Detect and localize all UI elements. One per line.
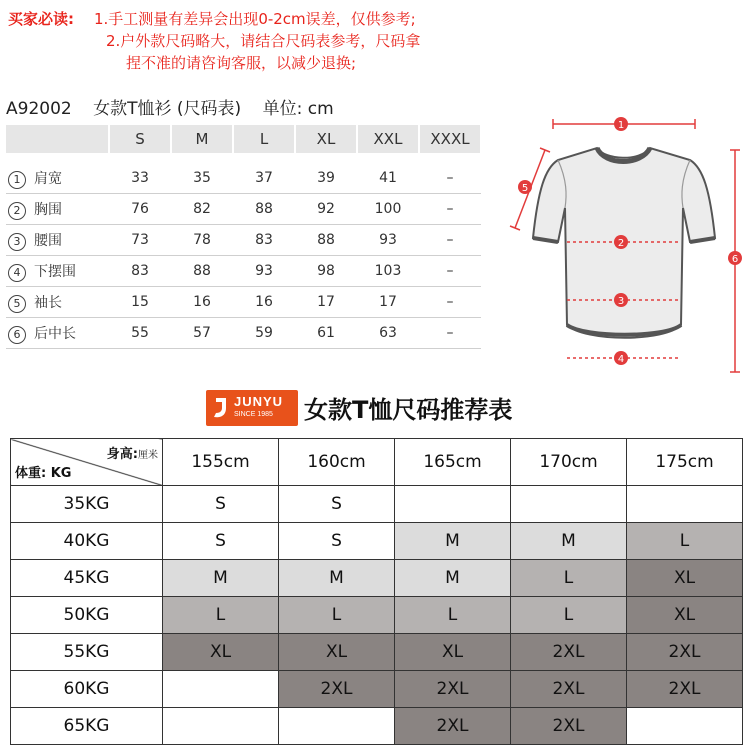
measurement-value: 88: [233, 194, 295, 225]
measurement-name: 袖长: [34, 294, 62, 311]
measurement-value: 63: [357, 318, 419, 349]
weight-cell: 40KG: [11, 523, 163, 560]
number-circle: 3: [8, 233, 26, 251]
size-header-row: [6, 125, 481, 153]
size-cell: S: [163, 486, 279, 523]
measurement-value: 88: [171, 256, 233, 287]
notice-line-1: 1.手工测量有差异会出现0-2cm误差，仅供参考;: [94, 10, 416, 28]
measurement-value: 33: [109, 163, 171, 194]
measurement-value: 82: [171, 194, 233, 225]
number-circle: 6: [8, 326, 26, 344]
size-cell: L: [511, 560, 627, 597]
recommend-title: 女款T恤尺码推荐表: [304, 396, 513, 424]
measurement-value: 59: [233, 318, 295, 349]
weight-cell: 35KG: [11, 486, 163, 523]
weight-row: [11, 597, 743, 634]
size-cell: XL: [627, 597, 743, 634]
size-cell: 2XL: [511, 708, 627, 745]
weight-cell: 55KG: [11, 634, 163, 671]
notice-label: 买家必读:: [8, 10, 74, 28]
measurement-value: –: [419, 194, 481, 225]
weight-row: [11, 671, 743, 708]
measurement-value: 55: [109, 318, 171, 349]
weight-row: [11, 523, 743, 560]
height-header: 170cm: [511, 439, 627, 486]
size-header-blank: [6, 125, 109, 153]
size-cell: M: [279, 560, 395, 597]
weight-row: [11, 486, 743, 523]
marker-6: 6: [731, 254, 739, 265]
height-header: 160cm: [279, 439, 395, 486]
measurement-value: –: [419, 318, 481, 349]
measurement-value: 17: [357, 287, 419, 318]
measurement-value: 16: [171, 287, 233, 318]
measurement-value: –: [419, 225, 481, 256]
measurement-value: 73: [109, 225, 171, 256]
size-cell: XL: [279, 634, 395, 671]
size-cell: [627, 486, 743, 523]
measurement-row: [6, 287, 481, 318]
measurement-name: 肩宽: [34, 170, 62, 187]
size-cell: L: [395, 597, 511, 634]
tshirt-diagram: [505, 110, 750, 380]
unit-label: 单位: cm: [262, 99, 334, 119]
measurement-value: 100: [357, 194, 419, 225]
number-circle: 4: [8, 264, 26, 282]
size-table: [6, 125, 482, 349]
measurement-name: 后中长: [34, 325, 76, 342]
model-number: A92002: [6, 99, 72, 119]
height-label: 身高:厘米: [106, 447, 158, 462]
size-cell: S: [279, 523, 395, 560]
marker-1: 1: [617, 120, 625, 131]
size-chart-name: 女款T恤衫 (尺码表): [93, 99, 242, 119]
size-chart-title: [6, 94, 350, 119]
size-cell: [279, 708, 395, 745]
measurement-value: 39: [295, 163, 357, 194]
measurement-name: 胸围: [34, 201, 62, 218]
measurement-value: –: [419, 287, 481, 318]
weight-label: 体重: KG: [15, 466, 72, 481]
measurement-row: [6, 318, 481, 349]
weight-row: [11, 634, 743, 671]
recommend-table: [10, 438, 743, 745]
measurement-name: 腰围: [34, 232, 62, 249]
weight-cell: 45KG: [11, 560, 163, 597]
size-header: L: [233, 125, 295, 153]
measurement-value: 78: [171, 225, 233, 256]
size-cell: S: [163, 523, 279, 560]
size-header: M: [171, 125, 233, 153]
measurement-value: 93: [357, 225, 419, 256]
measurement-value: 41: [357, 163, 419, 194]
size-cell: M: [511, 523, 627, 560]
size-header: XXL: [357, 125, 419, 153]
measurement-row: [6, 163, 481, 194]
measurement-value: 17: [295, 287, 357, 318]
size-header: XL: [295, 125, 357, 153]
measurement-value: 93: [233, 256, 295, 287]
measurement-value: 76: [109, 194, 171, 225]
size-cell: L: [511, 597, 627, 634]
size-cell: [511, 486, 627, 523]
size-header: XXXL: [419, 125, 481, 153]
size-cell: M: [395, 560, 511, 597]
size-cell: [627, 708, 743, 745]
measurement-value: 88: [295, 225, 357, 256]
measurement-value: 83: [233, 225, 295, 256]
number-circle: 5: [8, 295, 26, 313]
measurement-value: 103: [357, 256, 419, 287]
size-cell: 2XL: [627, 671, 743, 708]
measurement-value: 98: [295, 256, 357, 287]
size-cell: M: [163, 560, 279, 597]
size-cell: 2XL: [395, 708, 511, 745]
marker-2: 2: [617, 238, 625, 249]
marker-3: 3: [617, 296, 625, 307]
table-corner: [11, 439, 163, 486]
measurement-value: –: [419, 256, 481, 287]
height-header: 175cm: [627, 439, 743, 486]
size-cell: [163, 708, 279, 745]
weight-row: [11, 560, 743, 597]
weight-cell: 65KG: [11, 708, 163, 745]
weight-row: [11, 708, 743, 745]
measurement-row: [6, 225, 481, 256]
brand-name: JUNYU: [234, 394, 284, 409]
size-cell: [163, 671, 279, 708]
size-header: S: [109, 125, 171, 153]
measurement-value: 92: [295, 194, 357, 225]
size-cell: XL: [395, 634, 511, 671]
measurement-row: [6, 256, 481, 287]
notice-line-2: 2.户外款尺码略大，请结合尺码表参考，尺码拿: [106, 32, 421, 50]
height-header-row: [11, 439, 743, 486]
size-cell: 2XL: [395, 671, 511, 708]
weight-cell: 50KG: [11, 597, 163, 634]
weight-cell: 60KG: [11, 671, 163, 708]
size-cell: 2XL: [627, 634, 743, 671]
measurement-row: [6, 194, 481, 225]
brand-since: SINCE 1985: [234, 411, 273, 418]
size-cell: L: [163, 597, 279, 634]
measurement-value: 83: [109, 256, 171, 287]
height-header: 155cm: [163, 439, 279, 486]
marker-5: 5: [521, 183, 529, 194]
marker-4: 4: [617, 354, 625, 365]
size-cell: [395, 486, 511, 523]
number-circle: 1: [8, 171, 26, 189]
size-cell: XL: [163, 634, 279, 671]
measurement-value: –: [419, 163, 481, 194]
size-cell: 2XL: [511, 634, 627, 671]
size-cell: 2XL: [511, 671, 627, 708]
size-cell: M: [395, 523, 511, 560]
size-cell: XL: [627, 560, 743, 597]
size-cell: L: [279, 597, 395, 634]
measurement-value: 15: [109, 287, 171, 318]
size-cell: S: [279, 486, 395, 523]
measurement-name: 下摆围: [34, 263, 76, 280]
size-cell: L: [627, 523, 743, 560]
measurement-value: 37: [233, 163, 295, 194]
size-cell: 2XL: [279, 671, 395, 708]
brand-logo: [206, 390, 298, 426]
height-header: 165cm: [395, 439, 511, 486]
measurement-value: 35: [171, 163, 233, 194]
measurement-value: 16: [233, 287, 295, 318]
notice-line-3: 捏不准的请咨询客服，以减少退换;: [126, 54, 357, 72]
measurement-value: 57: [171, 318, 233, 349]
brand-mark-icon: [212, 396, 230, 420]
measurement-value: 61: [295, 318, 357, 349]
number-circle: 2: [8, 202, 26, 220]
